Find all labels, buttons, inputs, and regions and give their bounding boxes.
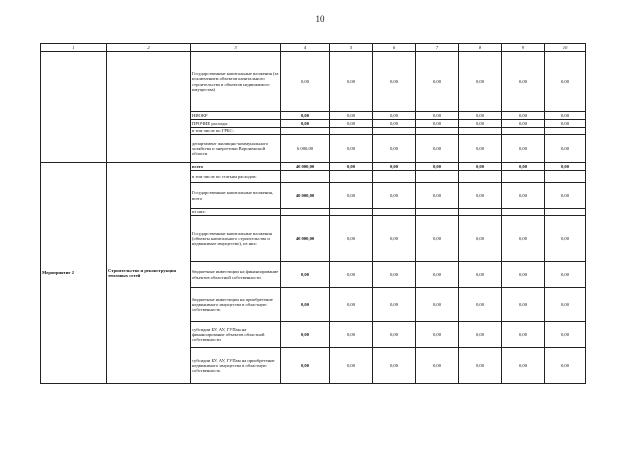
budget-table xyxy=(40,43,586,384)
value-cell xyxy=(545,209,586,216)
value-cell: 0,00 xyxy=(545,216,586,262)
value-cell: 40 000,00 xyxy=(281,216,330,262)
value-cell: 0,00 xyxy=(545,322,586,348)
value-cell: 0,00 xyxy=(373,322,416,348)
value-cell: 0,00 xyxy=(281,262,330,288)
program-name-cell xyxy=(107,52,191,163)
value-cell: 0,00 xyxy=(545,262,586,288)
value-cell xyxy=(459,171,502,183)
value-cell: 0,00 xyxy=(502,112,545,120)
value-cell: 0,00 xyxy=(281,322,330,348)
row-label: в том числе по статьям расходов: xyxy=(191,171,281,183)
row-label: НИОКР xyxy=(191,112,281,120)
row-label: в том числе по ГРБС: xyxy=(191,128,281,135)
value-cell: 0,00 xyxy=(373,348,416,384)
row-label: бюджетные инвестиции на финансирование объектов областной собственности xyxy=(191,262,281,288)
value-cell: 0,00 xyxy=(545,52,586,112)
value-cell: 0,00 xyxy=(502,348,545,384)
header-cell: 7 xyxy=(416,44,459,52)
value-cell: 0,00 xyxy=(459,183,502,209)
value-cell: 0,00 xyxy=(416,135,459,163)
value-cell: 0,00 xyxy=(373,262,416,288)
value-cell: 0,00 xyxy=(502,288,545,322)
value-cell: 0,00 xyxy=(330,163,373,171)
value-cell: 0,00 xyxy=(373,183,416,209)
value-cell: 0,00 xyxy=(330,112,373,120)
value-cell: 0,00 xyxy=(416,322,459,348)
value-cell xyxy=(281,128,330,135)
value-cell xyxy=(502,128,545,135)
measure-title: Строительство и реконструкция тепловых сетей xyxy=(107,163,191,384)
table-row xyxy=(41,52,586,112)
row-label: бюджетные инвестиции на приобретение недвижимого имущества в областную собственность xyxy=(191,288,281,322)
value-cell xyxy=(281,171,330,183)
value-cell: 0,00 xyxy=(373,120,416,128)
value-cell: 0,00 xyxy=(459,348,502,384)
value-cell: 0,00 xyxy=(416,348,459,384)
value-cell: 0,00 xyxy=(459,288,502,322)
value-cell: 0,00 xyxy=(416,120,459,128)
value-cell: 0,00 xyxy=(545,112,586,120)
value-cell: 0,00 xyxy=(330,52,373,112)
value-cell: 0,00 xyxy=(281,348,330,384)
value-cell: 0,00 xyxy=(545,183,586,209)
value-cell: 0,00 xyxy=(416,52,459,112)
value-cell: 0,00 xyxy=(459,52,502,112)
value-cell xyxy=(416,171,459,183)
value-cell: 0,00 xyxy=(416,262,459,288)
program-cell xyxy=(41,52,107,163)
value-cell: 0,00 xyxy=(373,112,416,120)
value-cell: 0,00 xyxy=(281,288,330,322)
value-cell xyxy=(545,128,586,135)
value-cell: 0,00 xyxy=(545,120,586,128)
value-cell xyxy=(416,209,459,216)
value-cell xyxy=(373,171,416,183)
value-cell: 0,00 xyxy=(459,135,502,163)
value-cell: 0,00 xyxy=(373,288,416,322)
value-cell: 0,00 xyxy=(330,120,373,128)
value-cell xyxy=(330,171,373,183)
header-cell: 2 xyxy=(107,44,191,52)
row-label: Государственные капитальные вложения, всего xyxy=(191,183,281,209)
value-cell xyxy=(373,128,416,135)
value-cell: 0,00 xyxy=(373,52,416,112)
value-cell: 0,00 xyxy=(502,216,545,262)
value-cell xyxy=(502,209,545,216)
value-cell: 6 000,00 xyxy=(281,135,330,163)
value-cell: 0,00 xyxy=(330,135,373,163)
row-label: субсидии БУ, АУ, ГУПам на приобретение недвижимого имущества в областную собственность xyxy=(191,348,281,384)
value-cell: 0,00 xyxy=(545,288,586,322)
value-cell xyxy=(373,209,416,216)
value-cell: 0,00 xyxy=(330,322,373,348)
value-cell: 0,00 xyxy=(502,120,545,128)
value-cell xyxy=(459,128,502,135)
value-cell: 0,00 xyxy=(502,163,545,171)
value-cell: 0,00 xyxy=(459,216,502,262)
value-cell: 0,00 xyxy=(281,112,330,120)
header-cell: 8 xyxy=(459,44,502,52)
value-cell: 40 000,00 xyxy=(281,183,330,209)
value-cell: 0,00 xyxy=(330,288,373,322)
value-cell: 0,00 xyxy=(373,216,416,262)
value-cell xyxy=(545,171,586,183)
measure-name: Мероприятие 2 xyxy=(41,163,107,384)
value-cell: 0,00 xyxy=(416,112,459,120)
value-cell: 0,00 xyxy=(416,183,459,209)
value-cell: 0,00 xyxy=(416,163,459,171)
row-label: субсидии БУ, АУ, ГУПам на финансирование объектов областной собственности xyxy=(191,322,281,348)
value-cell: 0,00 xyxy=(502,52,545,112)
value-cell: 0,00 xyxy=(459,262,502,288)
value-cell xyxy=(330,128,373,135)
header-cell: 4 xyxy=(281,44,330,52)
value-cell: 0,00 xyxy=(330,262,373,288)
value-cell: 0,00 xyxy=(502,135,545,163)
row-label: Государственные капитальные вложения (за исключением объектов капитального строительства и объектов недвижимого имущества) xyxy=(191,52,281,112)
value-cell: 0,00 xyxy=(545,163,586,171)
header-cell: 9 xyxy=(502,44,545,52)
header-cell: 3 xyxy=(191,44,281,52)
row-label: Государственные капитальные вложения (объекты капитального строительства и недвижимое имущество), из них: xyxy=(191,216,281,262)
value-cell: 0,00 xyxy=(281,120,330,128)
header-cell: 1 xyxy=(41,44,107,52)
value-cell: 0,00 xyxy=(416,216,459,262)
value-cell: 0,00 xyxy=(459,120,502,128)
value-cell: 0,00 xyxy=(459,322,502,348)
value-cell: 40 000,00 xyxy=(281,163,330,171)
value-cell xyxy=(502,171,545,183)
row-label: ПРОЧИЕ расходы xyxy=(191,120,281,128)
header-row xyxy=(41,44,586,52)
value-cell: 0,00 xyxy=(502,262,545,288)
header-cell: 6 xyxy=(373,44,416,52)
value-cell: 0,00 xyxy=(459,163,502,171)
value-cell xyxy=(459,209,502,216)
value-cell: 0,00 xyxy=(330,348,373,384)
value-cell: 0,00 xyxy=(502,322,545,348)
value-cell: 0,00 xyxy=(373,135,416,163)
row-label: всего xyxy=(191,163,281,171)
header-cell: 10 xyxy=(545,44,586,52)
value-cell: 0,00 xyxy=(545,348,586,384)
page-number: 10 xyxy=(315,14,325,24)
value-cell: 0,00 xyxy=(459,112,502,120)
value-cell: 0,00 xyxy=(545,135,586,163)
value-cell: 0,00 xyxy=(502,183,545,209)
row-label: департамент жилищно-коммунального хозяйства и энергетики Воронежской области xyxy=(191,135,281,163)
value-cell xyxy=(330,209,373,216)
value-cell: 0,00 xyxy=(281,52,330,112)
value-cell: 0,00 xyxy=(330,183,373,209)
value-cell: 0,00 xyxy=(416,288,459,322)
value-cell: 0,00 xyxy=(330,216,373,262)
row-label: из них: xyxy=(191,209,281,216)
value-cell: 0,00 xyxy=(373,163,416,171)
value-cell xyxy=(416,128,459,135)
header-cell: 5 xyxy=(330,44,373,52)
table-row xyxy=(41,163,586,171)
value-cell xyxy=(281,209,330,216)
